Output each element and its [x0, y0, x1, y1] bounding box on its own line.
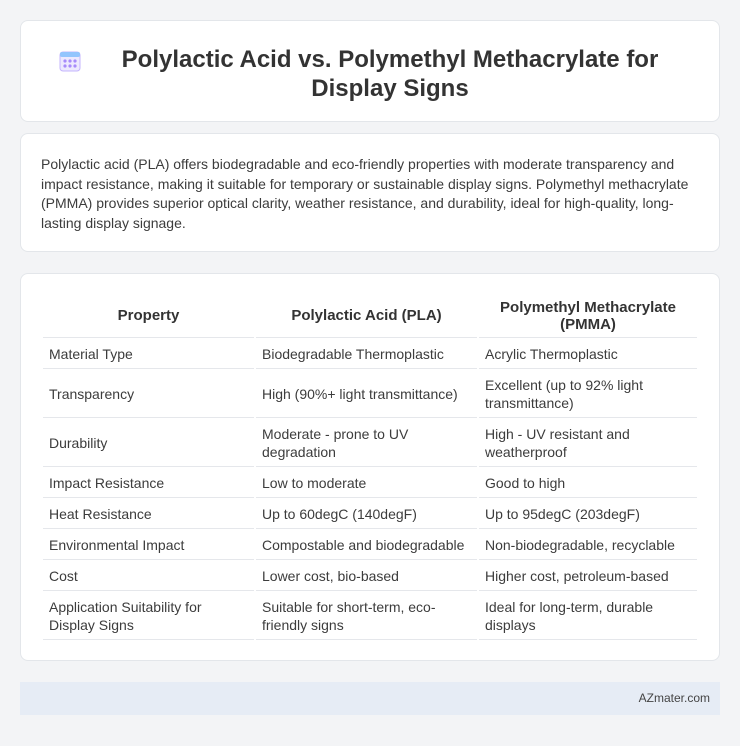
property-cell: Durability	[43, 420, 254, 467]
pla-cell: Low to moderate	[256, 469, 477, 498]
table-row	[43, 531, 697, 560]
header-pmma: Polymethyl Methacrylate (PMMA)	[479, 294, 697, 338]
comparison-table	[41, 292, 699, 642]
table-row	[43, 562, 697, 591]
title-row	[21, 45, 719, 103]
pla-cell: Moderate - prone to UV degradation	[256, 420, 477, 467]
pmma-cell: Acrylic Thermoplastic	[479, 340, 697, 369]
pla-cell: Suitable for short-term, eco-friendly signs	[256, 593, 477, 640]
pmma-cell: High - UV resistant and weatherproof	[479, 420, 697, 467]
footer-brand[interactable]: AZmater.com	[638, 691, 710, 705]
pmma-cell: Higher cost, petroleum-based	[479, 562, 697, 591]
table-row	[43, 340, 697, 369]
header-pla: Polylactic Acid (PLA)	[256, 294, 477, 338]
table-row	[43, 469, 697, 498]
pla-cell: High (90%+ light transmittance)	[256, 371, 477, 418]
property-cell: Environmental Impact	[43, 531, 254, 560]
calendar-grid-icon	[59, 49, 81, 73]
summary-text: Polylactic acid (PLA) offers biodegradable and eco-friendly properties with moderate transparency and impact resistance, making it suitable for temporary or sustainable display signs. Polymethyl methacrylate (PMMA) provides superior optical clarity, weather resistance, and durability, ideal for high-quality, long-lasting display signage.	[41, 156, 689, 231]
pmma-cell: Good to high	[479, 469, 697, 498]
table-header-row	[43, 294, 697, 338]
pla-cell: Lower cost, bio-based	[256, 562, 477, 591]
pmma-cell: Ideal for long-term, durable displays	[479, 593, 697, 640]
property-cell: Heat Resistance	[43, 500, 254, 529]
pla-cell: Up to 60degC (140degF)	[256, 500, 477, 529]
comparison-table-card	[20, 273, 720, 661]
property-cell: Cost	[43, 562, 254, 591]
pmma-cell: Non-biodegradable, recyclable	[479, 531, 697, 560]
header-property: Property	[43, 294, 254, 338]
table-row	[43, 420, 697, 467]
property-cell: Transparency	[43, 371, 254, 418]
pla-cell: Compostable and biodegradable	[256, 531, 477, 560]
pla-cell: Biodegradable Thermoplastic	[256, 340, 477, 369]
property-cell: Impact Resistance	[43, 469, 254, 498]
table-row	[43, 593, 697, 640]
property-cell: Application Suitability for Display Signs	[43, 593, 254, 640]
table-row	[43, 371, 697, 418]
pmma-cell: Excellent (up to 92% light transmittance)	[479, 371, 697, 418]
pmma-cell: Up to 95degC (203degF)	[479, 500, 697, 529]
summary-card	[20, 133, 720, 252]
footer-bar	[20, 682, 720, 715]
title-card	[20, 20, 720, 122]
property-cell: Material Type	[43, 340, 254, 369]
page-title: Polylactic Acid vs. Polymethyl Methacrylate for Display Signs	[121, 46, 659, 102]
table-row	[43, 500, 697, 529]
